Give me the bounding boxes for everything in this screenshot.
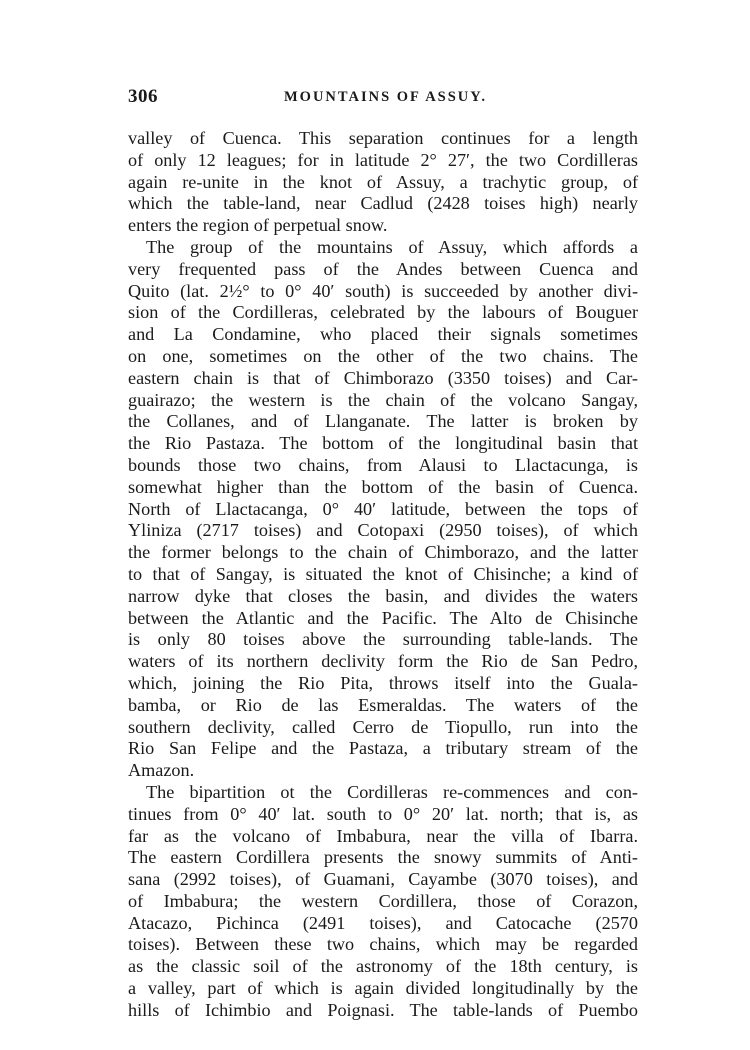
text-line: again re-unite in the knot of Assuy, a trachytic group, of (128, 171, 638, 192)
text-line: valley of Cuenca. This separation continues for a length (128, 128, 638, 148)
text-line: hills of Ichimbio and Poignasi. The table-lands of Puembo (128, 999, 638, 1020)
text-line: to that of Sangay, is situated the knot of Chisinche; a kind of (128, 563, 638, 584)
text-line: toises). Between these two chains, which may be regarded (128, 934, 638, 955)
text-line: The group of the mountains of Assuy, which affords a (146, 236, 638, 257)
text-line: which, joining the Rio Pita, throws itself into the Guala- (128, 672, 638, 693)
text-line: the Rio Pastaza. The bottom of the longitudinal basin that (128, 433, 638, 454)
running-title: MOUNTAINS OF ASSUY. (284, 89, 488, 105)
text-line: The eastern Cordillera presents the snowy summits of Anti- (128, 847, 638, 868)
text-line: The bipartition ot the Cordilleras re-commences and con- (146, 781, 638, 802)
text-line: Yliniza (2717 toises) and Cotopaxi (2950 toises), of which (128, 520, 638, 541)
text-line: which the table-land, near Cadlud (2428 toises high) nearly (128, 193, 638, 214)
body-text (128, 128, 638, 1022)
text-line: bounds those two chains, from Alausi to Llactacunga, is (128, 454, 638, 475)
text-line: as the classic soil of the astronomy of the 18th century, is (128, 956, 638, 977)
text-line: tinues from 0° 40′ lat. south to 0° 20′ lat. north; that is, as (128, 803, 638, 824)
text-line: Rio San Felipe and the Pastaza, a tributary stream of the (128, 738, 638, 759)
text-line: southern declivity, called Cerro de Tiopullo, run into the (128, 716, 638, 737)
text-line: enters the region of perpetual snow. (128, 215, 388, 236)
text-line: far as the volcano of Imbabura, near the villa of Ibarra. (128, 825, 638, 846)
text-line: the Collanes, and of Llanganate. The latter is broken by (128, 411, 638, 432)
text-line: somewhat higher than the bottom of the basin of Cuenca. (128, 476, 638, 497)
page-header (128, 86, 648, 110)
text-line: sana (2992 toises), of Guamani, Cayambe (3070 toises), and (128, 869, 638, 890)
text-line: is only 80 toises above the surrounding table-lands. The (128, 629, 638, 650)
text-line: and La Condamine, who placed their signals sometimes (128, 324, 638, 345)
text-line: of Imbabura; the western Cordillera, those of Corazon, (128, 890, 638, 911)
text-line: very frequented pass of the Andes between Cuenca and (128, 258, 638, 279)
text-line: Quito (lat. 2½° to 0° 40′ south) is succeeded by another divi- (128, 280, 638, 301)
text-line: bamba, or Rio de las Esmeraldas. The waters of the (128, 694, 638, 715)
text-line: waters of its northern declivity form the Rio de San Pedro, (128, 651, 638, 672)
text-line: of only 12 leagues; for in latitude 2° 27′, the two Cordilleras (128, 149, 638, 170)
text-line: the former belongs to the chain of Chimborazo, and the latter (128, 542, 638, 563)
text-line: North of Llactacanga, 0° 40′ latitude, between the tops of (128, 498, 638, 519)
text-line: between the Atlantic and the Pacific. The Alto de Chisinche (128, 607, 638, 628)
text-line: sion of the Cordilleras, celebrated by the labours of Bouguer (128, 302, 638, 323)
text-line: Atacazo, Pichinca (2491 toises), and Catocache (2570 (128, 912, 638, 933)
text-line: a valley, part of which is again divided longitudinally by the (128, 978, 638, 999)
page-number: 306 (128, 86, 158, 107)
text-line: eastern chain is that of Chimborazo (3350 toises) and Car- (128, 367, 638, 388)
text-line: on one, sometimes on the other of the two chains. The (128, 345, 638, 366)
text-line: narrow dyke that closes the basin, and divides the waters (128, 585, 638, 606)
text-line: Amazon. (128, 760, 195, 781)
text-line: guairazo; the western is the chain of the volcano Sangay, (128, 389, 638, 410)
